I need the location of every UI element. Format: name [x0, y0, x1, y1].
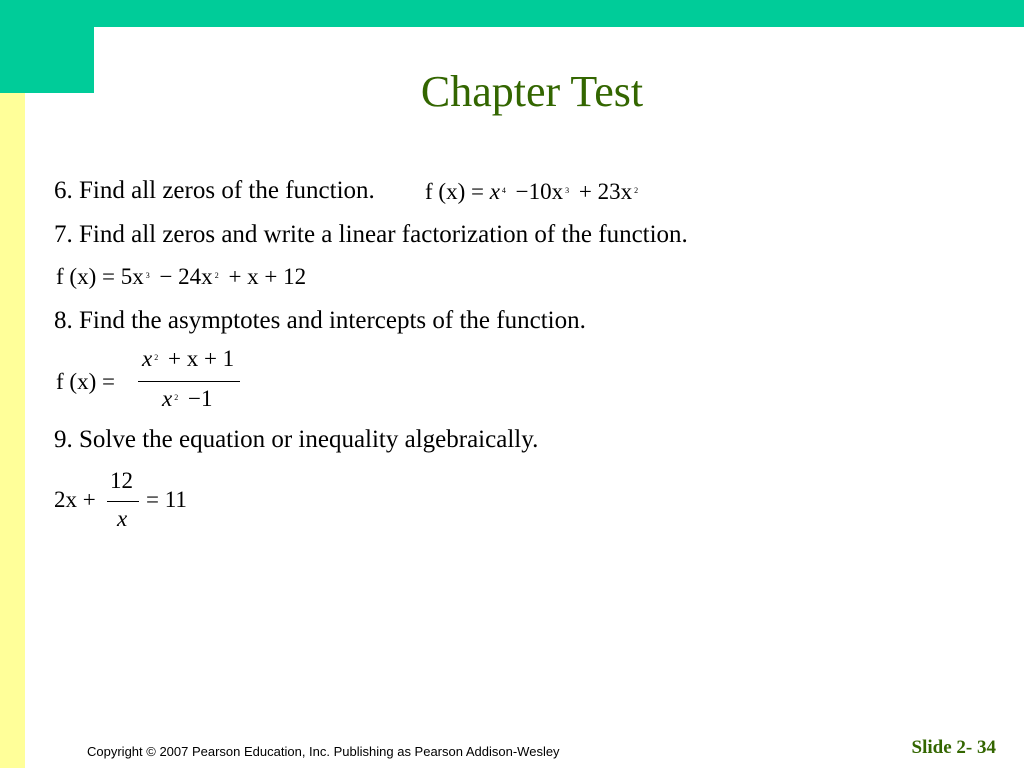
eq8-den-x: x: [162, 386, 173, 411]
eq6-exp1: 4: [501, 186, 506, 195]
eq8-den-exp: 2: [174, 393, 179, 402]
eq6-exp2: 3: [565, 186, 570, 195]
eq8-num-rest: + x + 1: [162, 346, 235, 371]
slide-title: Chapter Test: [420, 67, 644, 116]
slide-number: Slide 2- 34: [911, 737, 996, 758]
eq7-term3: + x + 12: [222, 264, 307, 289]
question-8-lhs: f (x) =: [56, 369, 115, 394]
question-8-fraction: [138, 346, 240, 416]
eq6-exp3: 2: [634, 186, 639, 195]
eq6-term1: x: [489, 179, 500, 204]
eq7-exp1: 3: [145, 271, 150, 280]
eq7-lhs: f (x) = 5x: [56, 264, 144, 289]
eq6-lhs: f (x) =: [425, 179, 490, 204]
question-6: 6. Find all zeros of the function.: [54, 177, 375, 204]
eq8-num-exp: 2: [154, 353, 159, 362]
question-9-lhs: 2x +: [54, 487, 96, 512]
eq7-term2: − 24x: [153, 264, 213, 289]
eq9-fraction-bar: [107, 501, 139, 502]
eq7-exp2: 2: [214, 271, 219, 280]
eq9-numerator: 12: [110, 468, 133, 493]
eq8-denominator: [162, 386, 212, 412]
question-7-equation: [56, 264, 306, 290]
question-6-equation: [425, 179, 642, 205]
copyright-footer: Copyright © 2007 Pearson Education, Inc. Publishing as Pearson Addison-Wesley: [87, 744, 560, 759]
eq8-den-rest: −1: [182, 386, 213, 411]
top-accent-bar: [0, 0, 1024, 27]
left-accent-strip: [0, 93, 25, 768]
eq6-term2: −10x: [509, 179, 564, 204]
eq8-fraction-bar: [138, 381, 240, 382]
question-9-rhs: = 11: [146, 487, 187, 512]
question-9-fraction: [107, 468, 139, 538]
question-7: 7. Find all zeros and write a linear factorization of the function.: [54, 221, 688, 248]
question-9: 9. Solve the equation or inequality algebraically.: [54, 426, 539, 453]
eq8-numerator: [142, 346, 234, 372]
eq8-num-x: x: [142, 346, 153, 371]
question-8: 8. Find the asymptotes and intercepts of the function.: [54, 307, 586, 334]
eq9-denominator: x: [117, 506, 128, 531]
eq6-term3: + 23x: [573, 179, 633, 204]
